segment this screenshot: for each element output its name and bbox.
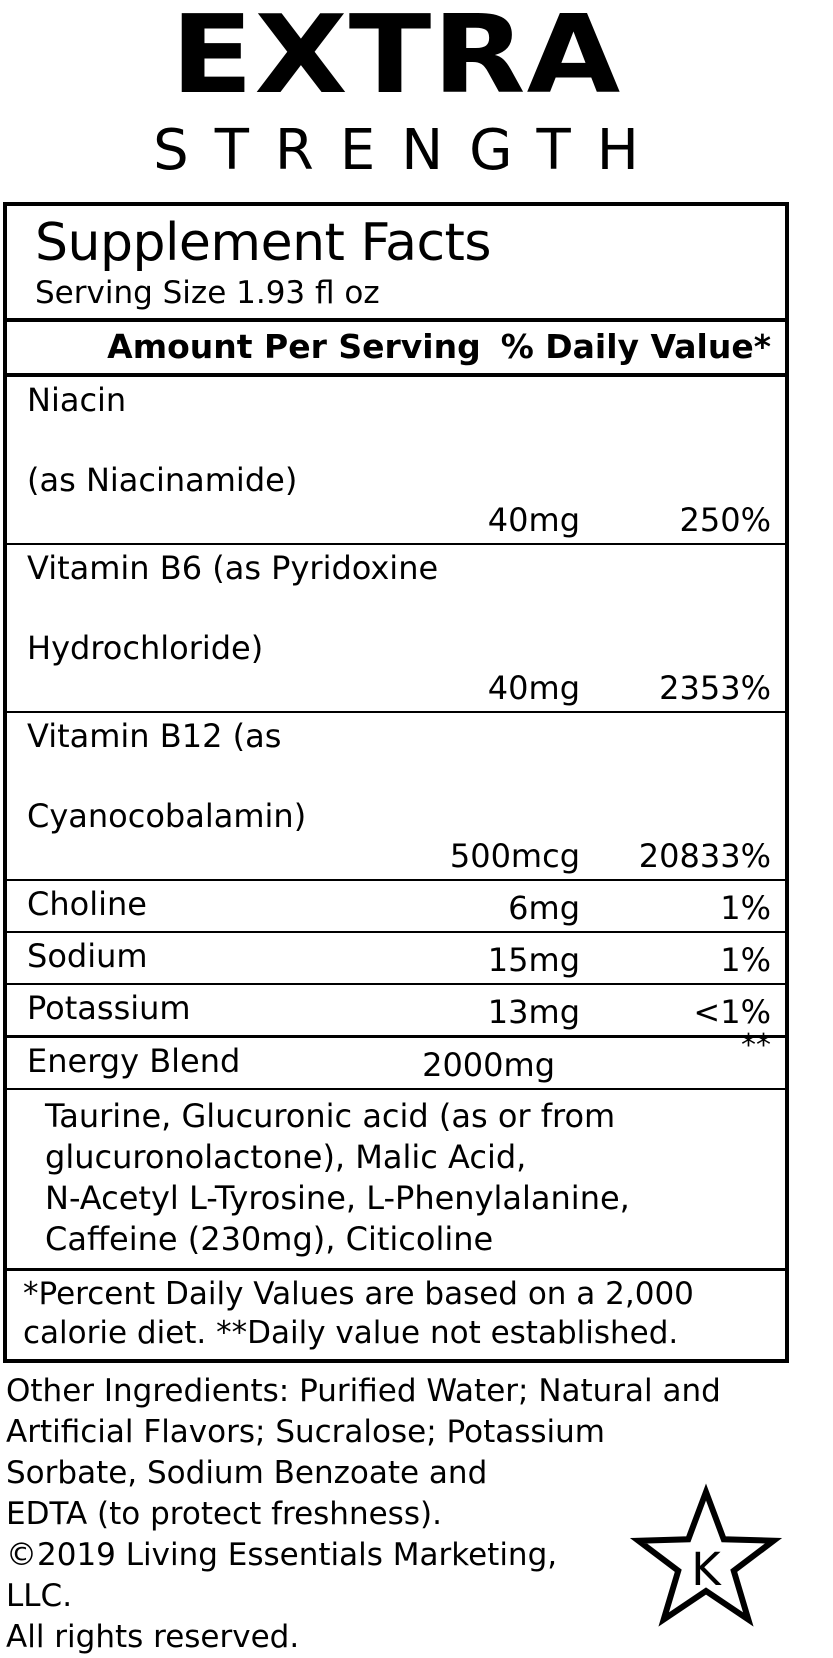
blend-name: Energy Blend (27, 1042, 241, 1080)
supplement-facts-panel (3, 202, 789, 1363)
blend-daily-value: ** (741, 1028, 771, 1063)
column-header-amount: Amount Per Serving (107, 327, 481, 366)
footnote-line: *Percent Daily Values are based on a 2,000 (23, 1276, 694, 1312)
nutrient-daily-value: 2353% (659, 669, 771, 707)
nutrient-name: Vitamin B12 (as (27, 717, 282, 755)
header-strength: STRENGTH (153, 118, 665, 183)
table-row (7, 933, 785, 983)
nutrient-name-cont: Hydrochloride) (27, 629, 264, 667)
nutrient-daily-value: 250% (679, 501, 771, 539)
blend-ingredients (7, 1090, 785, 1268)
nutrient-name: Potassium (27, 989, 191, 1027)
rights-line: All rights reserved. (6, 1619, 300, 1655)
nutrient-amount: 6mg (508, 889, 580, 927)
blend-ingredients-line: glucuronolactone), Malic Acid, (45, 1138, 527, 1176)
column-headers (7, 322, 785, 373)
table-row-energy-blend (7, 1028, 785, 1088)
blend-amount: 2000mg (422, 1046, 555, 1084)
table-row (7, 377, 785, 543)
blend-ingredients-line: Caffeine (230mg), Citicoline (45, 1220, 494, 1258)
nutrient-amount: 13mg (487, 993, 580, 1031)
footnote-line: calorie diet. **Daily value not established. (23, 1315, 679, 1351)
copyright-line: ©2019 Living Essentials Marketing, LLC. (6, 1537, 558, 1614)
nutrient-name: Vitamin B6 (as Pyridoxine (27, 549, 439, 587)
daily-value-footnote (7, 1271, 785, 1359)
nutrient-daily-value: 1% (720, 889, 771, 927)
table-row (7, 545, 785, 711)
table-row (7, 713, 785, 879)
panel-title: Supplement Facts (35, 213, 492, 273)
nutrient-name: Choline (27, 885, 147, 923)
other-ingredients-block (6, 1371, 789, 1658)
svg-text:K: K (691, 1543, 721, 1596)
nutrient-name-cont: Cyanocobalamin) (27, 797, 307, 835)
blend-ingredients-line: Taurine, Glucuronic acid (as or from (45, 1097, 616, 1135)
nutrient-amount: 40mg (487, 669, 580, 707)
other-ingredients-line: Sorbate, Sodium Benzoate and (6, 1455, 488, 1491)
other-ingredients-line: Other Ingredients: Purified Water; Natural and (6, 1373, 721, 1409)
nutrient-amount: 40mg (487, 501, 580, 539)
nutrient-daily-value: 20833% (638, 837, 771, 875)
nutrient-name: Sodium (27, 937, 148, 975)
other-ingredients-line: EDTA (to protect freshness). (6, 1496, 442, 1532)
kosher-star-k-icon (631, 1486, 781, 1636)
nutrient-amount: 15mg (487, 941, 580, 979)
serving-size: Serving Size 1.93 fl oz (35, 275, 380, 311)
nutrient-name-cont: (as Niacinamide) (27, 461, 298, 499)
blend-ingredients-line: N-Acetyl L-Tyrosine, L-Phenylalanine, (45, 1179, 630, 1217)
nutrient-daily-value: <1% (693, 993, 771, 1031)
nutrient-name: Niacin (27, 381, 127, 419)
nutrient-amount: 500mcg (449, 837, 580, 875)
other-ingredients-line: Artificial Flavors; Sucralose; Potassium (6, 1414, 605, 1450)
column-header-daily-value: % Daily Value* (500, 327, 771, 366)
header-extra: EXTRA (170, 0, 622, 118)
table-row (7, 881, 785, 931)
product-header (0, 0, 792, 182)
nutrient-daily-value: 1% (720, 941, 771, 979)
